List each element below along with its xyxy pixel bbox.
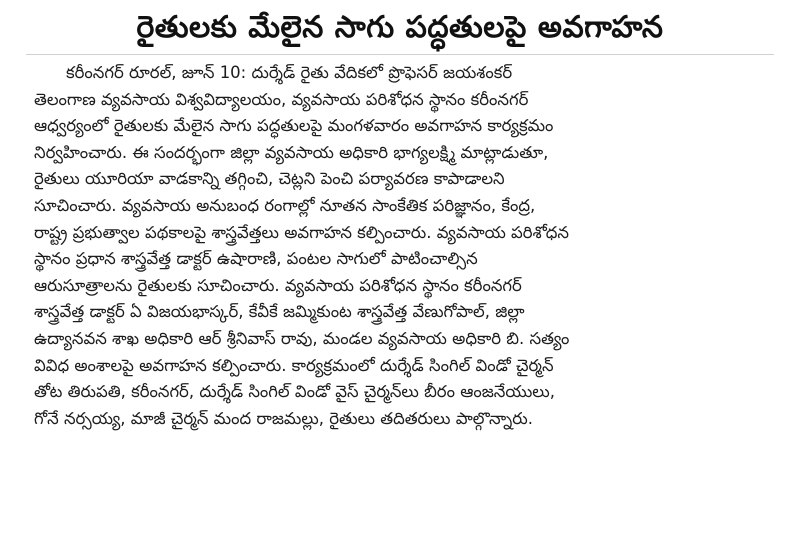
article-line-6: సూచించారు. వ్యవసాయ అనుబంధ రంగాల్లో నూతన సాంకేతిక పరిజ్ఞానం, కేంద్ర,: [34, 195, 536, 215]
article-line-3: ఆధ్వర్యంలో రైతులకు మేలైన సాగు పద్ధతులపై మంగళవారం అవగాహన కార్యక్రమం: [34, 116, 554, 136]
article-line-9: ఆరుసూత్రాలను రైతులకు సూచించారు. వ్యవసాయ పరిశోధన స్థానం కరీంనగర్: [34, 275, 522, 295]
article-line-12: వివిధ అంశాలపై అవగాహన కల్పించారు. కార్యక్రమంలో దుర్శేడ్ సింగిల్ విండో చైర్మన్: [34, 355, 554, 375]
article-line-1: కరీంనగర్ రూరల్, జూన్ 10: దుర్శేడ్ రైతు వేదికలో ప్రొఫెసర్ జయశంకర్: [66, 63, 513, 82]
article-body: [34, 60, 774, 432]
article-line-4: నిర్వహించారు. ఈ సందర్భంగా జిల్లా వ్యవసాయ అధికారి భాగ్యలక్ష్మి మాట్లాడుతూ,: [34, 142, 549, 162]
article-headline: రైతులకు మేలైన సాగు పద్ధతులపై అవగాహన: [136, 10, 664, 45]
article-line-10: శాస్త్రవేత్త డాక్టర్ ఏ విజయభాస్కర్, కేవీకే జమ్మికుంట శాస్త్రవేత్త వేణుగోపాల్, జిల్లా: [34, 302, 525, 322]
article-line-11: ఉద్యానవన శాఖ అధికారి ఆర్ శ్రీనివాస్ రావు, మండల వ్యవసాయ అధికారి బి. సత్యం: [34, 328, 570, 348]
article-line-14: గోనే నర్సయ్య, మాజీ చైర్మన్ మంద రాజమల్లు, రైతులు తదితరులు పాల్గొన్నారు.: [34, 408, 533, 428]
article-line-2: తెలంగాణ వ్యవసాయ విశ్వవిద్యాలయం, వ్యవసాయ పరిశోధన స్థానం కరీంనగర్: [34, 89, 529, 109]
article-line-8: స్థానం ప్రధాన శాస్త్రవేత్త డాక్టర్ ఉషారాణి, పంటల సాగులో పాటించాల్సిన: [34, 249, 478, 269]
headline-divider: [26, 54, 774, 55]
article-line-7: రాష్ట్ర ప్రభుత్వాల పథకాలపై శాస్త్రవేత్తలు అవగాహన కల్పించారు. వ్యవసాయ పరిశోధన: [34, 222, 569, 242]
article-line-13: తోట తిరుపతి, కరీంనగర్, దుర్శేడ్ సింగిల్ విండో వైస్ చైర్మన్‌లు బీరం ఆంజనేయులు,: [34, 382, 555, 402]
article-line-5: రైతులు యూరియా వాడకాన్ని తగ్గించి, చెట్లని పెంచి పర్యావరణ కాపాడాలని: [34, 169, 505, 189]
